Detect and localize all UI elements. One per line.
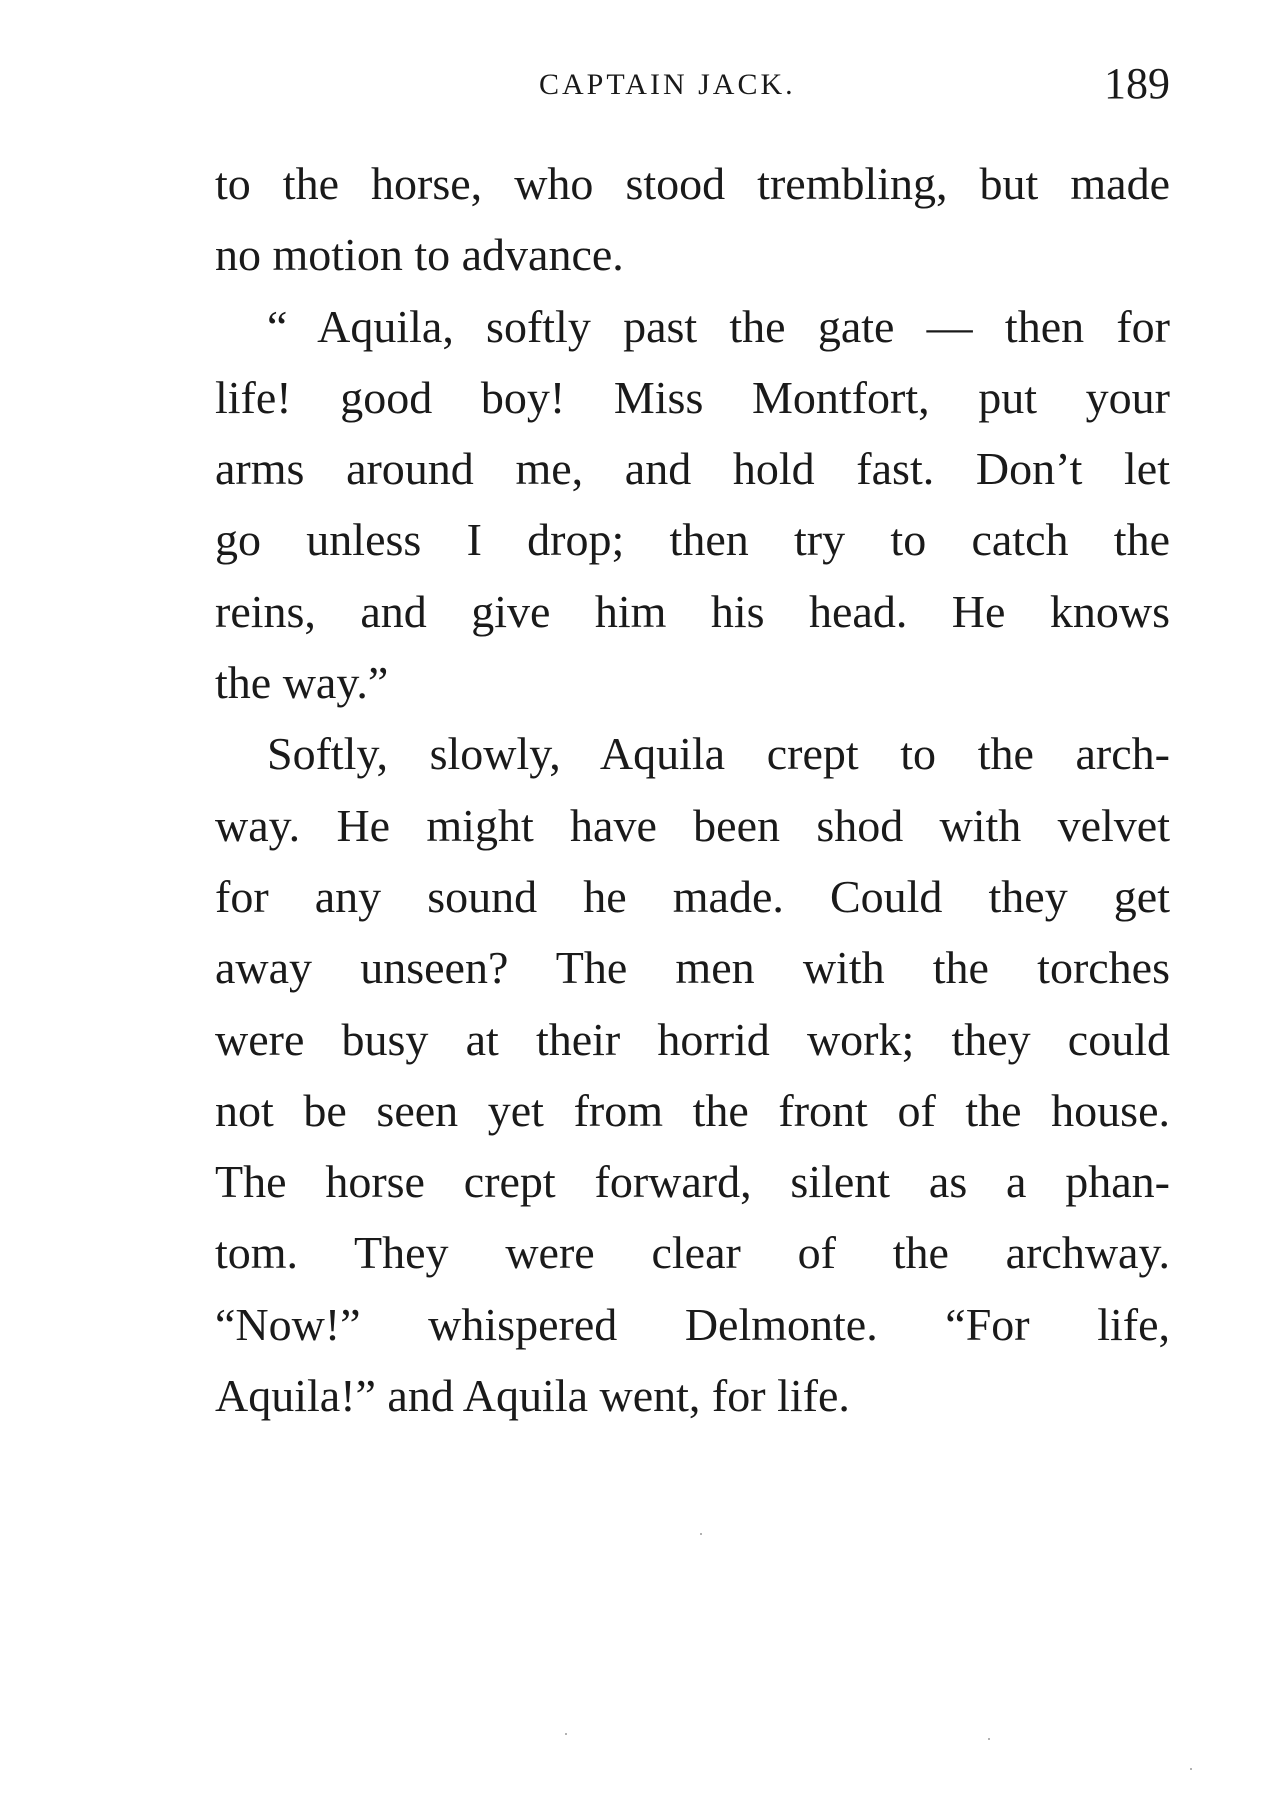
text-line: Softly, slowly, Aquila crept to the arch-: [267, 728, 1170, 780]
page-number: 189: [1104, 59, 1170, 108]
body-text: [215, 148, 1170, 1431]
text-line: away unseen? The men with the torches: [215, 942, 1170, 994]
text-line: life! good boy! Miss Montfort, put your: [215, 371, 1170, 423]
text-line: tom. They were clear of the archway.: [215, 1227, 1170, 1279]
text-line: the way.”: [215, 657, 389, 709]
text-line: reins, and give him his head. He knows: [215, 585, 1170, 637]
text-line: to the horse, who stood trembling, but made: [215, 158, 1170, 209]
running-head: [215, 58, 1170, 114]
scan-speck: [700, 1533, 702, 1535]
scan-speck: [565, 1733, 567, 1735]
text-line: The horse crept forward, silent as a phan-: [215, 1156, 1170, 1208]
text-line: no motion to advance.: [215, 229, 624, 281]
text-line: not be seen yet from the front of the house.: [215, 1084, 1170, 1136]
text-line: “Now!” whispered Delmonte. “For life,: [215, 1298, 1170, 1350]
text-line: arms around me, and hold fast. Don’t let: [215, 443, 1170, 495]
text-line: “ Aquila, softly past the gate — then for: [267, 300, 1170, 352]
scan-speck: [1190, 1768, 1192, 1770]
scan-speck: [988, 1738, 990, 1740]
running-title: CAPTAIN JACK.: [539, 68, 796, 101]
text-line: way. He might have been shod with velvet: [215, 799, 1170, 851]
text-line: go unless I drop; then try to catch the: [215, 514, 1170, 566]
text-line: were busy at their horrid work; they could: [215, 1013, 1170, 1065]
text-line: for any sound he made. Could they get: [215, 870, 1170, 922]
text-line: Aquila!” and Aquila went, for life.: [215, 1370, 850, 1422]
